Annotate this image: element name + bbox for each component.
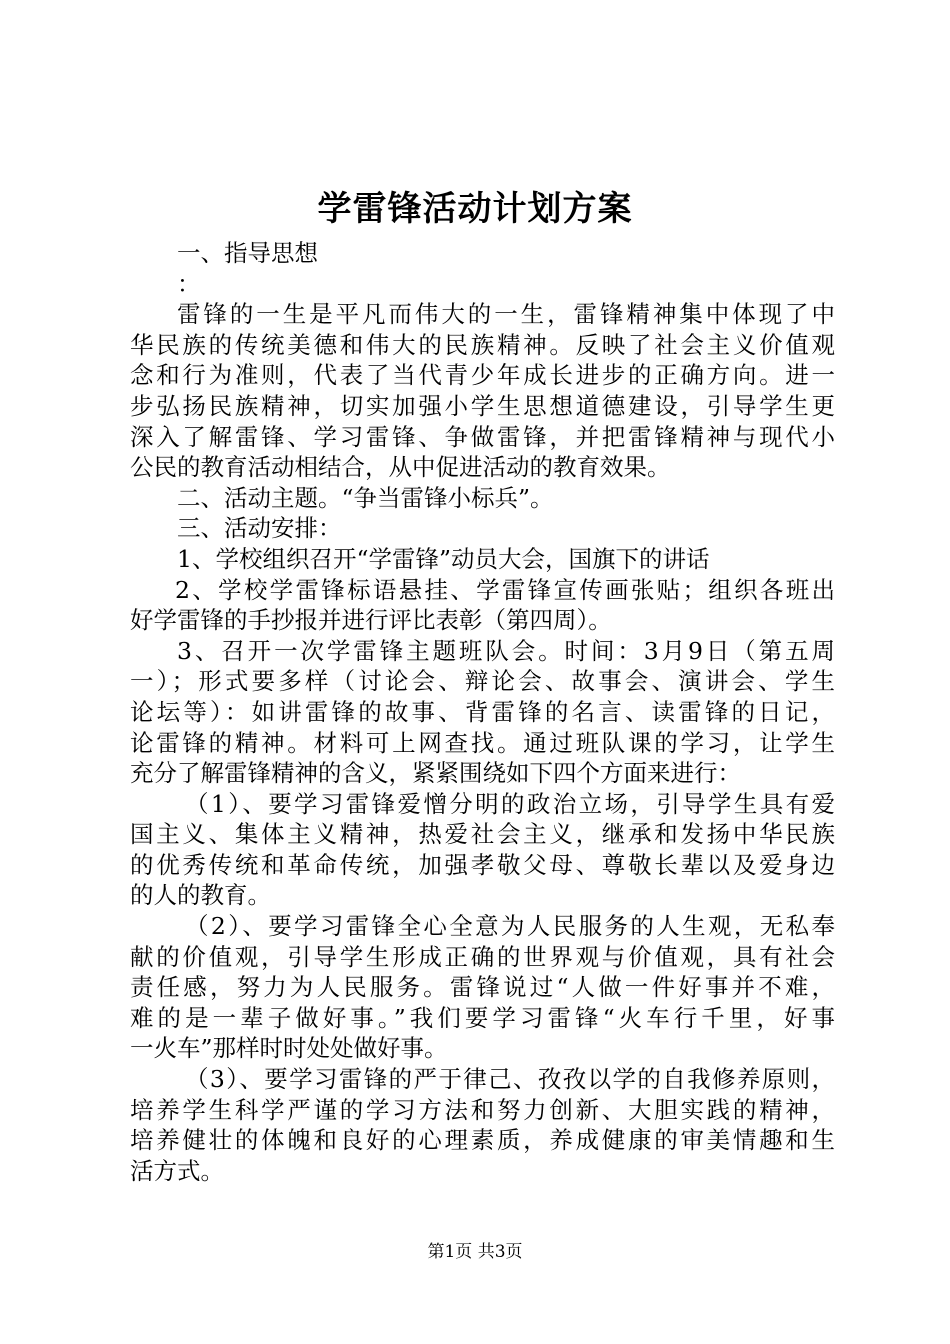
- text-line: 2、学校学雷锋标语悬挂、学雷锋宣传画张贴；组织各班出: [175, 575, 835, 604]
- text-line: 责任感，努力为人民服务。雷锋说过“人做一件好事并不难，: [130, 973, 835, 1002]
- document-body: [130, 238, 835, 1186]
- text-line: 深入了解雷锋、学习雷锋、争做雷锋，并把雷锋精神与现代小: [130, 422, 835, 451]
- text-line: 公民的教育活动相结合，从中促进活动的教育效果。: [130, 453, 671, 482]
- text-line: 论雷锋的精神。材料可上网查找。通过班队课的学习，让学生: [130, 728, 835, 757]
- text-line: 好学雷锋的手抄报并进行评比表彰（第四周）。: [130, 606, 612, 635]
- text-line: 华民族的传统美德和伟大的民族精神。反映了社会主义价值观: [130, 330, 835, 359]
- text-line: ：: [177, 269, 201, 298]
- text-line: 雷锋的一生是平凡而伟大的一生，雷锋精神集中体现了中: [177, 300, 835, 329]
- text-line: 活方式。: [130, 1156, 224, 1185]
- page-footer: 第1页 共3页: [427, 1242, 523, 1262]
- text-line: 培养健壮的体魄和良好的心理素质，养成健康的审美情趣和生: [130, 1126, 835, 1155]
- text-line: 念和行为准则，代表了当代青少年成长进步的正确方向。进一: [130, 361, 835, 390]
- text-line: 充分了解雷锋精神的含义，紧紧围绕如下四个方面来进行：: [130, 759, 741, 788]
- section-heading: 一、指导思想: [177, 239, 318, 267]
- text-line: 3、召开一次学雷锋主题班队会。时间：3月9日（第五周: [177, 636, 835, 665]
- text-line: 步弘扬民族精神，切实加强小学生思想道德建设，引导学生更: [130, 391, 835, 420]
- document-title: 学雷锋活动计划方案: [317, 189, 633, 229]
- text-line: 的人的教育。: [130, 881, 271, 910]
- text-line: 培养学生科学严谨的学习方法和努力创新、大胆实践的精神，: [130, 1095, 835, 1124]
- text-line: 献的价值观，引导学生形成正确的世界观与价值观，具有社会: [130, 942, 835, 971]
- text-line: 国主义、集体主义精神，热爱社会主义，继承和发扬中华民族: [130, 820, 835, 849]
- text-line: 难的是一辈子做好事。”我们要学习雷锋“火车行千里，好事: [130, 1003, 835, 1032]
- text-line: 的优秀传统和革命传统，加强孝敬父母、尊敬长辈以及爱身边: [130, 850, 835, 879]
- text-line: 一火车”那样时时处处做好事。: [130, 1034, 448, 1063]
- text-line: 论坛等）：如讲雷锋的故事、背雷锋的名言、读雷锋的日记，: [130, 697, 835, 726]
- text-line: （2）、要学习雷锋全心全意为人民服务的人生观，无私奉: [185, 912, 835, 941]
- text-line: （1）、要学习雷锋爱憎分明的政治立场，引导学生具有爱: [185, 789, 835, 818]
- text-line: 一）；形式要多样（讨论会、辩论会、故事会、演讲会、学生: [130, 667, 835, 696]
- text-line: 1、学校组织召开“学雷锋”动员大会，国旗下的讲话: [177, 544, 710, 573]
- section-heading: 三、活动安排：: [177, 514, 342, 543]
- text-line: （3）、要学习雷锋的严于律己、孜孜以学的自我修养原则，: [185, 1065, 835, 1094]
- section-heading: 二、活动主题。“争当雷锋小标兵”。: [177, 483, 554, 512]
